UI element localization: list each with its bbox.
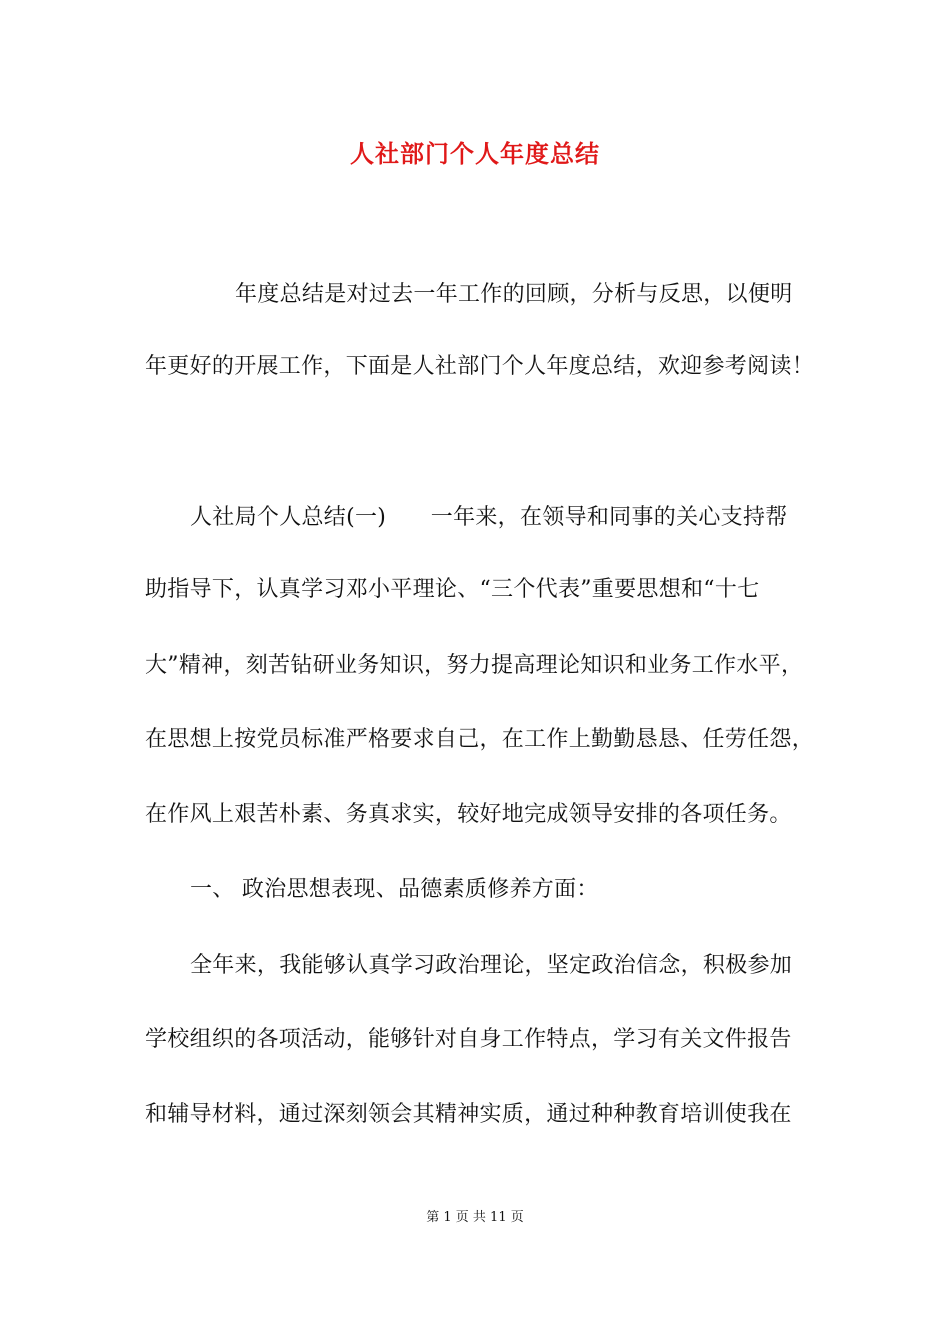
body-line-3: 大”精神，刻苦钻研业务知识，努力提高理论知识和业务工作水平，	[145, 653, 804, 678]
document-title: 人社部门个人年度总结	[350, 139, 600, 168]
body-line-6: 全年来，我能够认真学习政治理论，坚定政治信念，积极参加	[190, 953, 793, 978]
body-line-7: 学校组织的各项活动，能够针对自身工作特点，学习有关文件报告	[145, 1027, 792, 1052]
section-heading-1: 一、 政治思想表现、品德素质修养方面：	[190, 877, 599, 902]
page-footer: 第 1 页 共 11 页	[426, 1210, 524, 1225]
body-line-8: 和辅导材料，通过深刻领会其精神实质，通过种种教育培训使我在	[145, 1102, 792, 1127]
intro-line-1: 年度总结是对过去一年工作的回顾，分析与反思，以便明	[235, 282, 793, 307]
intro-line-2: 年更好的开展工作，下面是人社部门个人年度总结，欢迎参考阅读！	[145, 354, 815, 379]
body-line-4: 在思想上按党员标准严格要求自己，在工作上勤勤恳恳、任劳任怨，	[145, 727, 815, 752]
body-line-2: 助指导下，认真学习邓小平理论、“三个代表”重要思想和“十七	[145, 577, 760, 602]
body-line-1: 人社局个人总结(一) 一年来，在领导和同事的关心支持帮	[190, 505, 788, 530]
body-line-5: 在作风上艰苦朴素、务真求实，较好地完成领导安排的各项任务。	[145, 802, 792, 827]
